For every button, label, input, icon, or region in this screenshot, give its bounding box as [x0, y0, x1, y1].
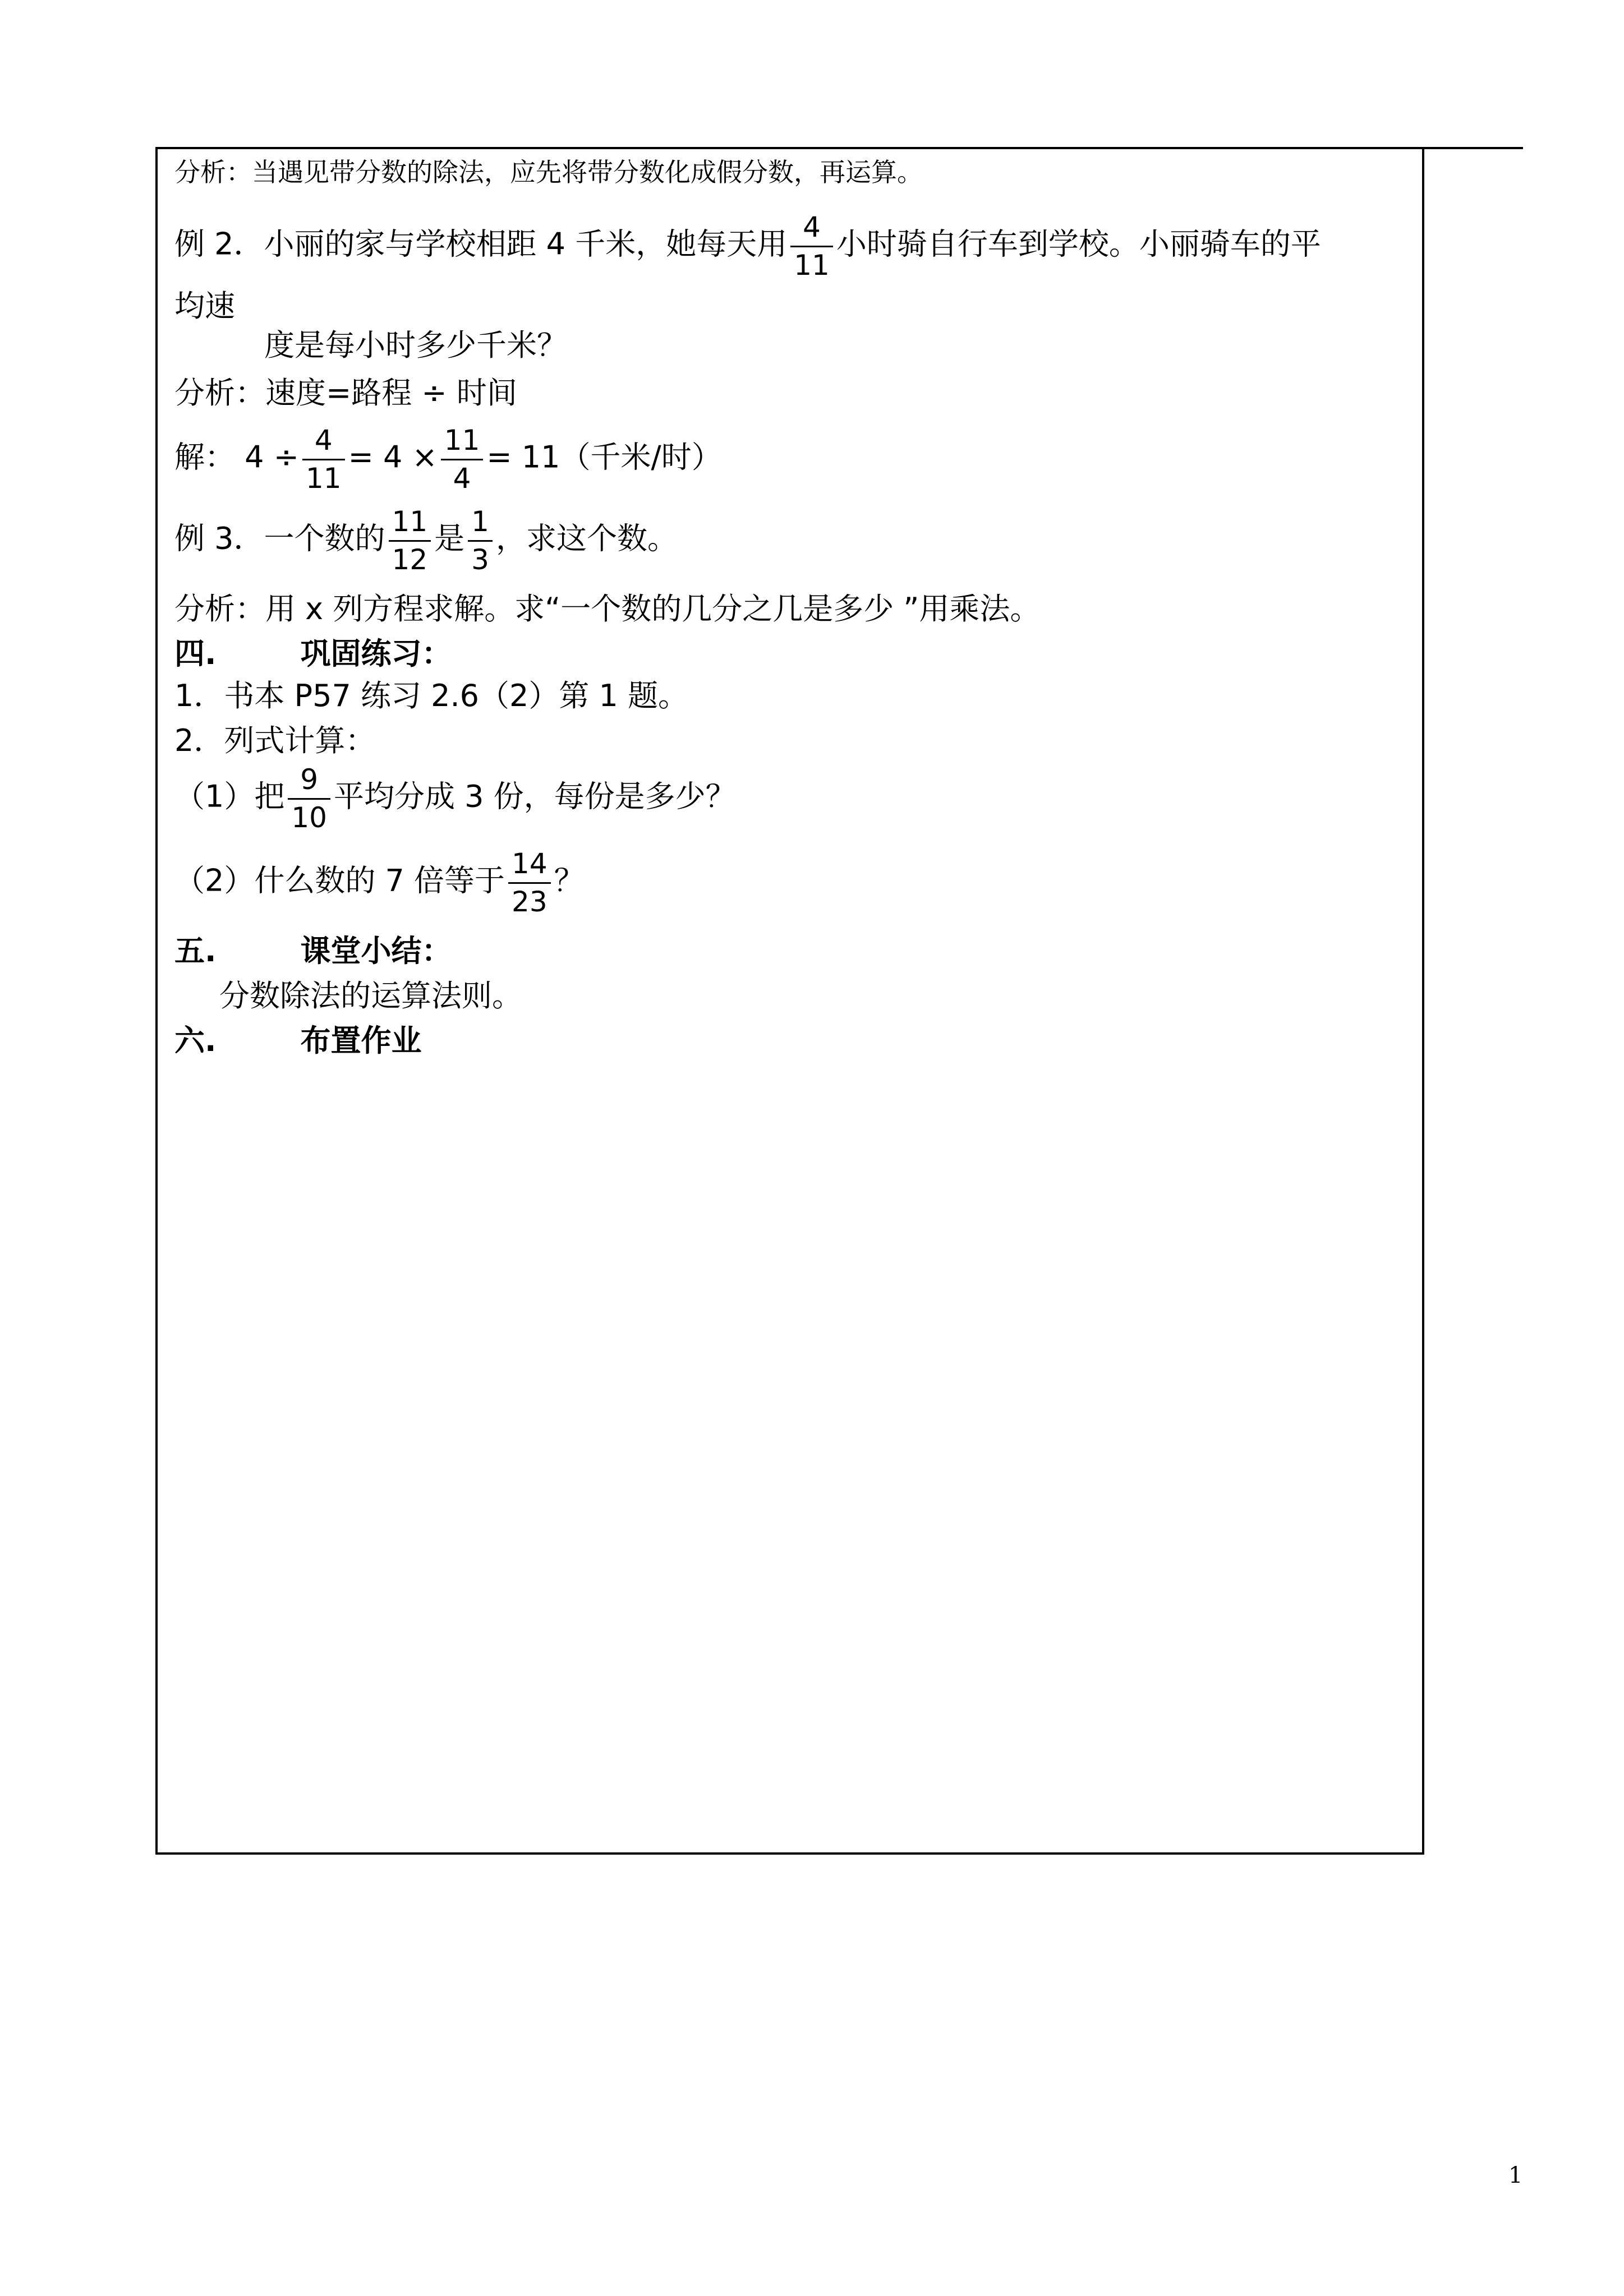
- fraction-denominator: 10: [291, 801, 327, 834]
- section-6-heading: [174, 1023, 422, 1058]
- solution-part-c: = 11（千米/时）: [486, 439, 722, 475]
- exercise-item-2: 2．列式计算：: [174, 723, 376, 758]
- fraction-9-10: [288, 765, 330, 832]
- question-1-prefix: （1）把: [174, 778, 285, 814]
- example-2-solution: [174, 426, 722, 493]
- page-number: 1: [1508, 2163, 1523, 2188]
- fraction-denominator: 3: [471, 543, 489, 576]
- fraction-numerator: 14: [508, 849, 551, 884]
- fraction-11-4: [441, 426, 484, 493]
- exercise-question-2: [174, 849, 585, 916]
- fraction-denominator: 23: [512, 885, 548, 918]
- question-2-prefix: （2）什么数的 7 倍等于: [174, 863, 505, 898]
- exercise-item-1: 1．书本 P57 练习 2.6（2）第 1 题。: [174, 678, 689, 713]
- fraction-4-11-solution: [302, 426, 345, 493]
- section-5-number: 五.: [174, 933, 217, 969]
- section-4-title: 巩固练习：: [300, 636, 452, 671]
- fraction-numerator: 11: [389, 507, 431, 542]
- section-5-heading: [174, 933, 452, 969]
- fraction-denominator: 11: [794, 248, 830, 282]
- fraction-numerator: 9: [288, 765, 330, 800]
- fraction-numerator: 1: [468, 507, 493, 542]
- section-6-number: 六.: [174, 1023, 217, 1058]
- analysis-mixed-number: 分析：当遇见带分数的除法，应先将带分数化成假分数，再运算。: [174, 157, 923, 187]
- section-5-title: 课堂小结：: [300, 933, 452, 969]
- fraction-1-3: [468, 507, 493, 574]
- section-6-title: 布置作业: [300, 1023, 422, 1058]
- example-3-analysis: 分析：用 x 列方程求解。求“一个数的几分之几是多少 ”用乘法。: [174, 591, 1041, 626]
- fraction-4-11: [790, 213, 833, 280]
- example-3-prefix: 例 3．一个数的: [174, 520, 385, 556]
- example-2-suffix: 小时骑自行车到学校。小丽骑车的平: [836, 226, 1321, 262]
- solution-part-a: 4 ÷: [245, 439, 299, 475]
- example-2-line2: 均速: [174, 288, 235, 324]
- fraction-denominator: 12: [392, 543, 428, 576]
- fraction-14-23: [508, 849, 551, 916]
- fraction-numerator: 11: [441, 426, 484, 460]
- fraction-denominator: 11: [305, 462, 342, 495]
- lesson-content-box: [155, 148, 1424, 1855]
- example-2-line3: 度是每小时多少千米？: [264, 328, 567, 363]
- question-1-suffix: 平均分成 3 份，每份是多少？: [333, 778, 736, 814]
- fraction-numerator: 4: [302, 426, 345, 460]
- section-4-number: 四.: [174, 636, 217, 671]
- example-2: [174, 213, 1321, 280]
- fraction-numerator: 4: [790, 213, 833, 247]
- example-3-suffix: ，求这个数。: [495, 520, 678, 556]
- section-5-body: 分数除法的运算法则。: [219, 978, 522, 1013]
- example-3: [174, 507, 678, 574]
- solution-part-b: = 4 ×: [348, 439, 438, 475]
- question-2-suffix: ？: [554, 863, 585, 898]
- fraction-denominator: 4: [453, 462, 471, 495]
- solution-label: 解：: [174, 439, 235, 475]
- example-2-analysis: 分析：速度=路程 ÷ 时间: [174, 375, 517, 411]
- section-4-heading: [174, 636, 452, 671]
- fraction-11-12: [389, 507, 431, 574]
- exercise-question-1: [174, 765, 736, 832]
- example-2-prefix: 例 2．小丽的家与学校相距 4 千米，她每天用: [174, 226, 788, 262]
- example-3-mid: 是: [434, 520, 465, 556]
